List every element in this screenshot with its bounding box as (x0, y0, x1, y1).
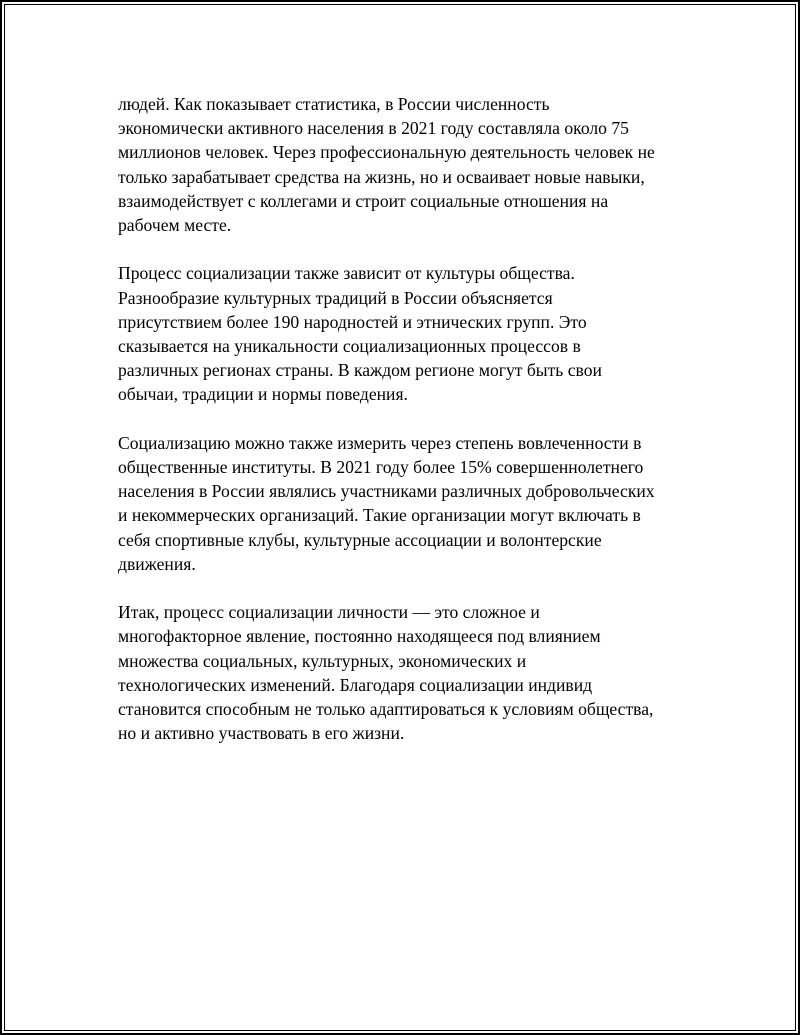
paragraph-3 (118, 431, 688, 576)
text-line: Итак, процесс социализации личности — это сложное и (118, 602, 540, 623)
text-line: множества социальных, культурных, экономических и (118, 650, 527, 671)
text-line: миллионов человек. Через профессиональную деятельность человек не (118, 142, 655, 163)
text-line: и некоммерческих организаций. Такие организации могут включать в (118, 505, 641, 526)
text-line: но и активно участвовать в его жизни. (118, 723, 405, 744)
text-line: взаимодействует с коллегами и строит социальные отношения на (118, 190, 609, 211)
text-line: себя спортивные клубы, культурные ассоциации и волонтерские (118, 529, 602, 550)
text-line: Социализацию можно также измерить через степень вовлеченности в (118, 432, 642, 453)
text-line: движения. (118, 553, 196, 574)
text-line: сказывается на уникальности социализационных процессов в (118, 336, 581, 357)
text-line: многофакторное явление, постоянно находящееся под влиянием (118, 626, 601, 647)
document-body (118, 92, 688, 770)
text-line: рабочем месте. (118, 215, 232, 236)
text-line: становится способным не только адаптироваться к условиям общества, (118, 699, 654, 720)
text-line: присутствием более 190 народностей и этнических групп. Это (118, 311, 587, 332)
text-line: экономически активного населения в 2021 году составляла около 75 (118, 118, 629, 139)
text-line: обычаи, традиции и нормы поведения. (118, 384, 408, 405)
text-line: общественные институты. В 2021 году более 15% совершеннолетнего (118, 457, 644, 478)
text-line: Процесс социализации также зависит от культуры общества. (118, 263, 575, 284)
paragraph-4 (118, 600, 688, 745)
text-line: Разнообразие культурных традиций в России объясняется (118, 287, 553, 308)
paragraph-1 (118, 92, 688, 237)
paragraph-2 (118, 261, 688, 406)
text-line: различных регионах страны. В каждом регионе могут быть свои (118, 360, 602, 381)
text-line: населения в России являлись участниками различных добровольческих (118, 481, 655, 502)
text-line: людей. Как показывает статистика, в России численность (118, 94, 550, 114)
text-line: только зарабатывает средства на жизнь, но и осваивает новые навыки, (118, 166, 645, 187)
text-line: технологических изменений. Благодаря социализации индивид (118, 674, 593, 695)
